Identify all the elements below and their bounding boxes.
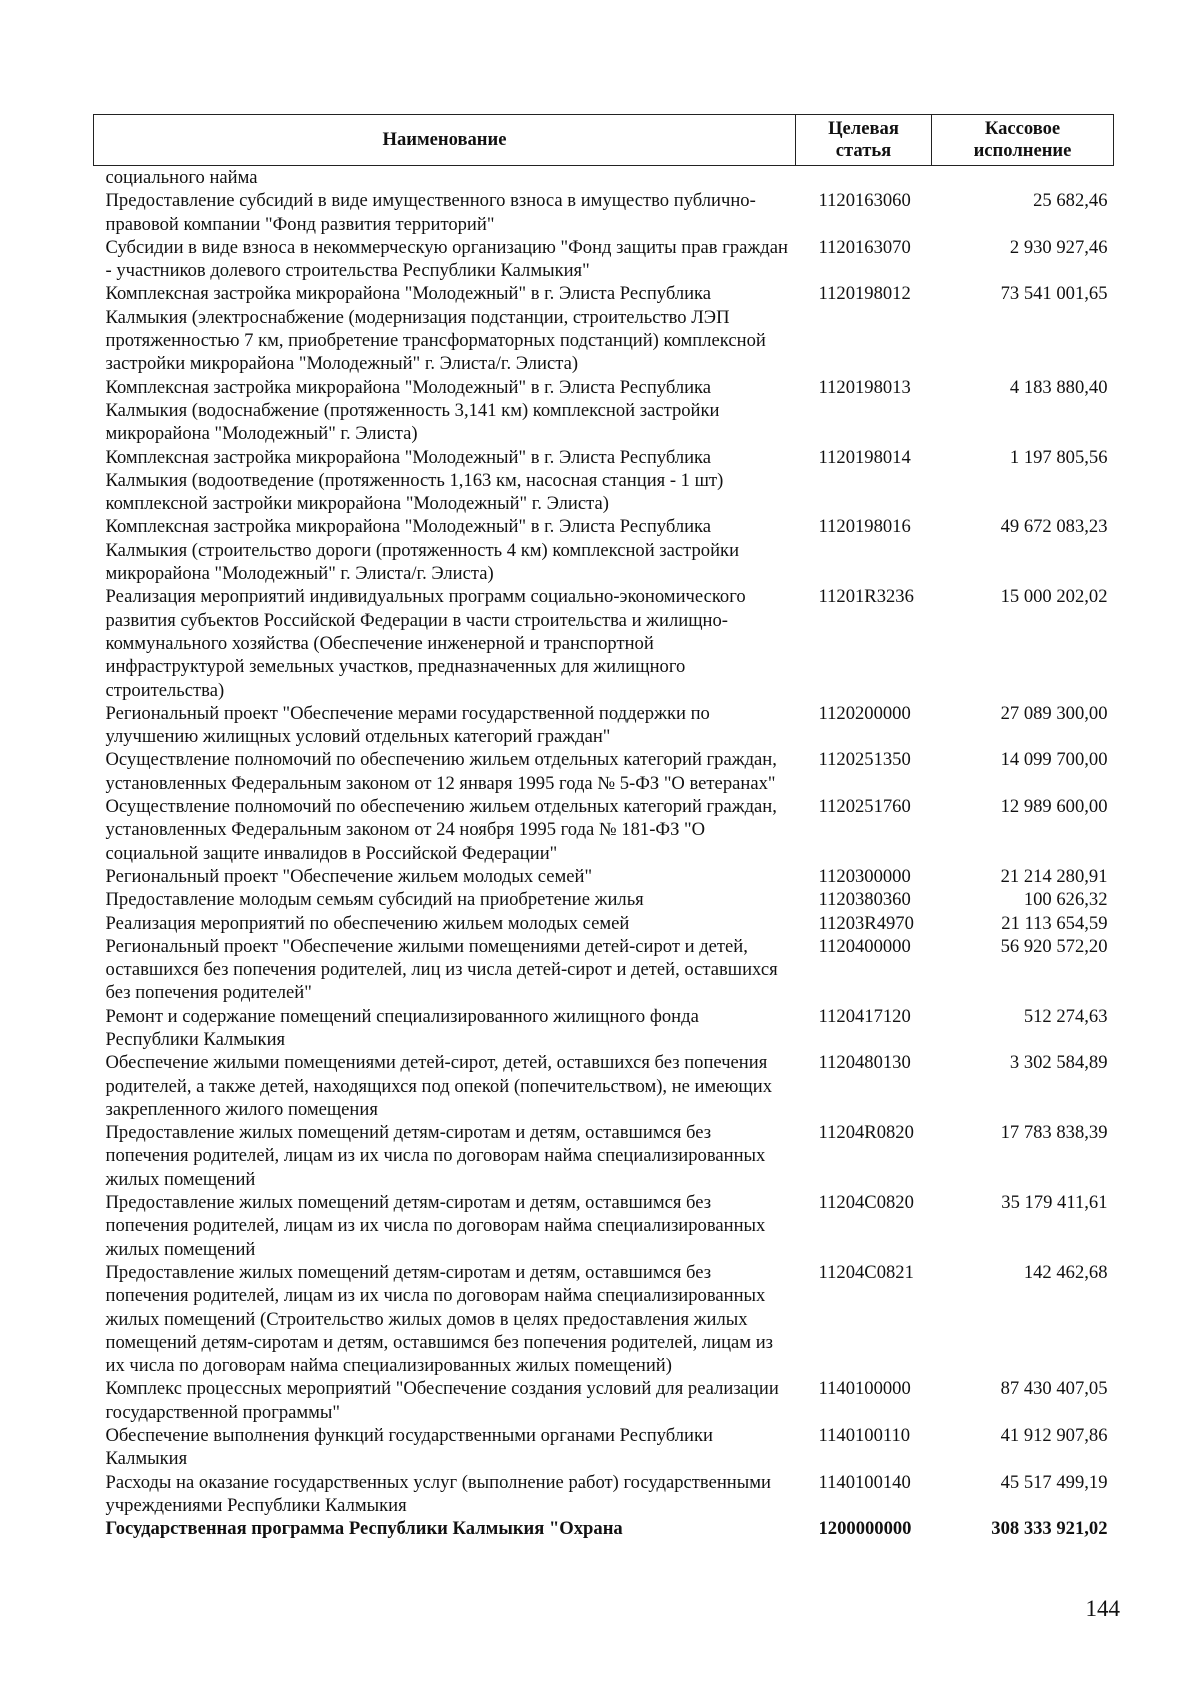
table-row: [94, 376, 1114, 446]
table-row: [94, 888, 1114, 911]
table-row: [94, 446, 1114, 516]
row-name: Расходы на оказание государственных услуг (выполнение работ) государственными учреждениями Республики Калмыкия: [105, 1471, 771, 1516]
row-name: Комплексная застройка микрорайона "Молодежный" в г. Элиста Республика Калмыкия (водоснабжение (протяженность 3,141 км) комплексной застройки микрорайона "Молодежный" г. Элиста): [105, 376, 720, 445]
row-target-article: 1120198016: [818, 516, 911, 538]
row-target-article: 1120380360: [818, 889, 911, 911]
row-cash-execution: 27 089 300,00: [1000, 702, 1108, 724]
row-cash-execution: 87 430 407,05: [1000, 1378, 1108, 1400]
row-cash-execution: 2 930 927,46: [1009, 236, 1108, 258]
table-row: [94, 1471, 1114, 1518]
row-cash-execution: 25 682,46: [1033, 190, 1108, 212]
table-row: [94, 1517, 1114, 1540]
row-cash-execution: 73 541 001,65: [1000, 283, 1108, 305]
row-target-article: 1120163070: [818, 236, 911, 258]
row-target-article: 11204R0820: [818, 1122, 914, 1144]
row-name: Государственная программа Республики Калмыкия "Охрана: [105, 1518, 623, 1540]
row-cash-execution: 12 989 600,00: [1000, 796, 1108, 818]
row-cash-execution: 3 302 584,89: [1009, 1052, 1108, 1074]
table-row: [94, 1121, 1114, 1191]
row-cash-execution: 45 517 499,19: [1000, 1471, 1108, 1493]
table-row: [94, 1191, 1114, 1261]
row-cash-execution: 100 626,32: [1023, 889, 1108, 911]
row-name: Комплексная застройка микрорайона "Молодежный" в г. Элиста Республика Калмыкия (строительство дороги (протяженность 4 км) комплексной застройки микрорайона "Молодежный" г. Элиста/г. Элиста): [105, 516, 740, 585]
row-target-article: 11204C0821: [818, 1261, 914, 1283]
table-header: [94, 115, 1114, 166]
header-cash-execution: Кассовое исполнение: [932, 115, 1114, 166]
table-row: [94, 282, 1114, 375]
table-row: [94, 702, 1114, 749]
row-cash-execution: 21 113 654,59: [1001, 912, 1108, 934]
row-cash-execution: 35 179 411,61: [1001, 1192, 1108, 1214]
row-target-article: 1140100140: [818, 1471, 911, 1493]
row-name: Региональный проект "Обеспечение мерами государственной поддержки по улучшению жилищных условий отдельных категорий граждан": [105, 702, 710, 748]
row-name: Обеспечение жилыми помещениями детей-сирот, детей, оставшихся без попечения родителей, а также детей, находящихся под опекой (попечительством), не имеющих закрепленного жилого помещения: [105, 1052, 772, 1120]
table-row: [94, 865, 1114, 888]
row-name: Комплекс процессных мероприятий "Обеспечение создания условий для реализации государственной программы": [105, 1378, 779, 1423]
row-target-article: 11204C0820: [818, 1192, 914, 1214]
table-row: [94, 189, 1114, 236]
row-name: Реализация мероприятий по обеспечению жильем молодых семей: [105, 912, 630, 934]
row-cash-execution: 4 183 880,40: [1009, 376, 1108, 398]
row-cash-execution: 308 333 921,02: [991, 1518, 1108, 1540]
row-cash-execution: 21 214 280,91: [1000, 865, 1108, 887]
row-cash-execution: 15 000 202,02: [1000, 586, 1108, 608]
row-name: социального найма: [105, 167, 258, 188]
row-target-article: 1120300000: [818, 865, 911, 887]
row-name: Региональный проект "Обеспечение жильем молодых семей": [105, 865, 593, 887]
row-cash-execution: 14 099 700,00: [1000, 749, 1108, 771]
row-name: Предоставление жилых помещений детям-сиротам и детям, оставшимся без попечения родителей, лицам из их числа по договорам найма специализированных жилых помещений (Строительство жилых домов в целях предоставления жилых помещений детям-сиротам и детям, оставшимся без попечения родителей, лицам из их числа по договорам найма специализированных жилых помещений): [105, 1261, 774, 1377]
row-target-article: 11201R3236: [818, 586, 914, 608]
table-row: [94, 1051, 1114, 1121]
budget-table: [93, 114, 1114, 1541]
row-name: Предоставление жилых помещений детям-сиротам и детям, оставшимся без попечения родителей, лицам из их числа по договорам найма специализированных жилых помещений: [105, 1122, 766, 1190]
row-target-article: 1120417120: [818, 1005, 911, 1027]
row-name: Региональный проект "Обеспечение жилыми помещениями детей-сирот и детей, оставшихся без попечения родителей, лиц из числа детей-сирот и детей, оставшихся без попечения родителей": [105, 935, 778, 1004]
row-target-article: 11203R4970: [818, 912, 914, 934]
row-name: Предоставление субсидий в виде имущественного взноса в имущество публично-правовой компании "Фонд развития территорий": [105, 190, 756, 235]
row-cash-execution: 1 197 805,56: [1009, 446, 1108, 468]
page-number: 144: [1085, 1596, 1120, 1621]
row-cash-execution: 41 912 907,86: [1000, 1425, 1108, 1447]
header-row: [94, 115, 1114, 166]
row-target-article: 1120400000: [818, 935, 911, 957]
table-row: [94, 236, 1114, 283]
row-name: Осуществление полномочий по обеспечению жильем отдельных категорий граждан, установленных Федеральным законом от 24 ноября 1995 года № 181-ФЗ "О социальной защите инвалидов в Российской Федерации": [105, 796, 777, 864]
header-target-article: Целевая статья: [796, 115, 932, 166]
row-cash-execution: 17 783 838,39: [1000, 1122, 1108, 1144]
row-target-article: 1200000000: [818, 1518, 912, 1540]
table-body: [94, 166, 1114, 1541]
table-row: [94, 935, 1114, 1005]
row-cash-execution: 49 672 083,23: [1000, 516, 1108, 538]
row-target-article: 1120163060: [818, 190, 911, 212]
row-name: Реализация мероприятий индивидуальных программ социально-экономического развития субъектов Российской Федерации в части строительства и жилищно-коммунального хозяйства (Обеспечение инженерной и транспортной инфраструктурой земельных участков, предназначенных для жилищного строительства): [105, 586, 746, 701]
row-target-article: 1120200000: [818, 702, 911, 724]
row-target-article: 1120198014: [818, 446, 911, 468]
row-name: Комплексная застройка микрорайона "Молодежный" в г. Элиста Республика Калмыкия (водоотведение (протяженность 1,163 км, насосная станция - 1 шт) комплексной застройки микрорайона "Молодежный" г. Элиста): [105, 446, 724, 515]
row-target-article: 1120198012: [818, 283, 911, 305]
table-row: [94, 1377, 1114, 1424]
row-target-article: 1120198013: [818, 376, 911, 398]
table-row: [94, 585, 1114, 701]
row-cash-execution: 56 920 572,20: [1000, 935, 1108, 957]
row-target-article: [796, 166, 932, 190]
row-name: Субсидии в виде взноса в некоммерческую организацию "Фонд защиты прав граждан - участников долевого строительства Республики Калмыкия": [105, 236, 788, 282]
table-row: [94, 1424, 1114, 1471]
row-name: Осуществление полномочий по обеспечению жильем отдельных категорий граждан, установленных Федеральным законом от 12 января 1995 года № 5-ФЗ "О ветеранах": [105, 749, 777, 794]
table-row: [94, 1005, 1114, 1052]
table-row: [94, 795, 1114, 865]
row-name: Предоставление молодым семьям субсидий на приобретение жилья: [105, 889, 644, 911]
row-cash-execution: [932, 166, 1114, 190]
row-target-article: 1120251760: [818, 796, 911, 818]
row-cash-execution: 512 274,63: [1023, 1005, 1108, 1027]
table-row: [94, 166, 1114, 190]
table-row: [94, 515, 1114, 585]
row-name: Предоставление жилых помещений детям-сиротам и детям, оставшимся без попечения родителей, лицам из их числа по договорам найма специализированных жилых помещений: [105, 1192, 766, 1260]
table-row: [94, 912, 1114, 935]
header-name: Наименование: [94, 115, 796, 166]
row-name: Комплексная застройка микрорайона "Молодежный" в г. Элиста Республика Калмыкия (электроснабжение (модернизация подстанции, строительство ЛЭП протяженностью 7 км, приобретение трансформаторных подстанций) комплексной застройки микрорайона "Молодежный" г. Элиста/г. Элиста): [105, 283, 766, 375]
row-name: Ремонт и содержание помещений специализированного жилищного фонда Республики Калмыкия: [105, 1005, 699, 1050]
row-target-article: 1140100000: [818, 1378, 911, 1400]
row-target-article: 1120251350: [818, 749, 911, 771]
row-target-article: 1120480130: [818, 1052, 911, 1074]
row-target-article: 1140100110: [818, 1425, 911, 1447]
table-row: [94, 1261, 1114, 1377]
row-cash-execution: 142 462,68: [1023, 1261, 1108, 1283]
table-row: [94, 748, 1114, 795]
row-name: Обеспечение выполнения функций государственными органами Республики Калмыкия: [105, 1425, 713, 1470]
